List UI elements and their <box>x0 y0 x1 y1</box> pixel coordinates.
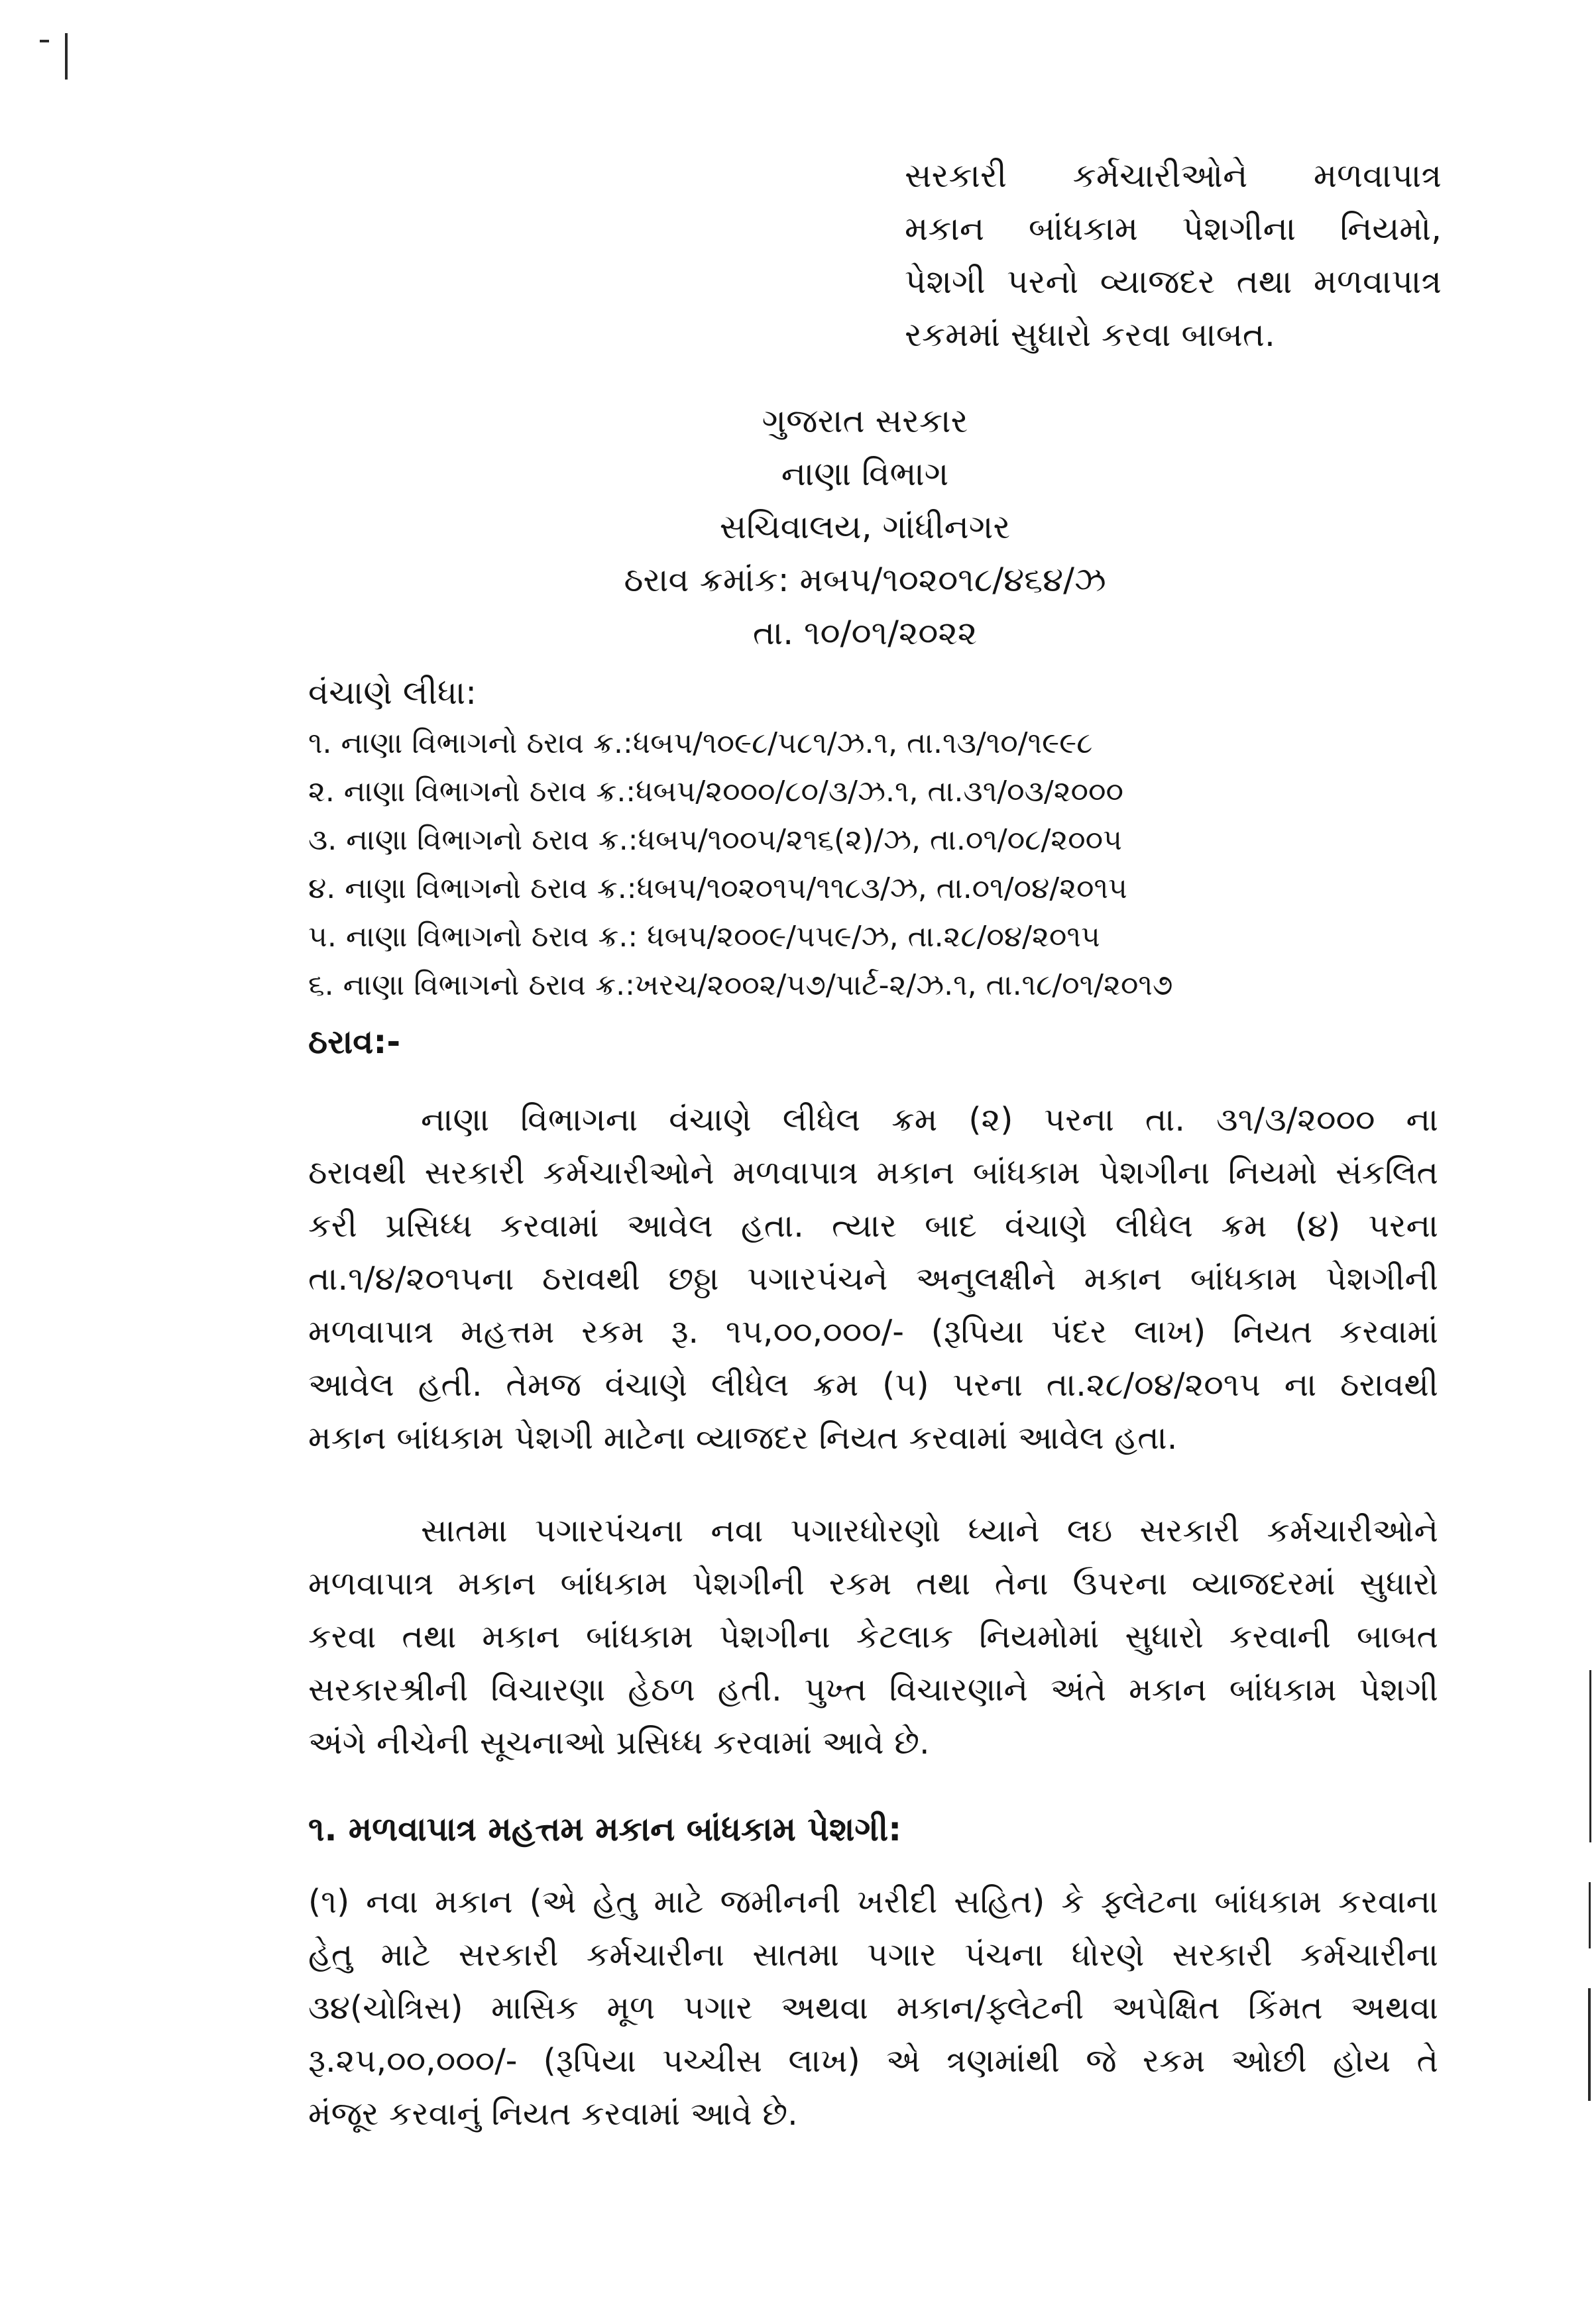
paragraph-line: ઠરાવથી સરકારી કર્મચારીઓને મળવાપાત્ર મકાન બાંધકામ પેશગીના નિયમો સંકલિત <box>308 1154 1438 1192</box>
resolution-heading: ઠરાવ:- <box>308 1023 401 1061</box>
paragraph-line: નાણા વિભાગના વંચાણે લીધેલ ક્રમ (૨) પરના તા. ૩૧/૩/૨૦૦૦ ના <box>421 1101 1438 1139</box>
reference-item: ૪. નાણા વિભાગનો ઠરાવ ક્ર.:ધબપ/૧૦૨૦૧૫/૧૧૮૩/ઝ, તા.૦૧/૦૪/૨૦૧૫ <box>308 871 1127 905</box>
resolution-date: તા. ૧૦/૦૧/૨૦૨૨ <box>752 614 978 652</box>
paragraph-line: સાતમા પગારપંચના નવા પગારધોરણો ધ્યાને લઇ સરકારી કર્મચારીઓને <box>421 1512 1438 1549</box>
office-address: સચિવાલય, ગાંધીનગર <box>719 508 1011 546</box>
paragraph-line: મળવાપાત્ર મહત્તમ રકમ રૂ. ૧૫,૦૦,૦૦૦/- (રૂપિયા પંદર લાખ) નિયત કરવામાં <box>308 1313 1438 1351</box>
government-name: ગુજરાત સરકાર <box>762 402 968 440</box>
scan-mark-right-edge-2 <box>1589 1882 1591 1948</box>
resolution-paragraph-1 <box>308 1094 1438 1465</box>
paragraph-line: મંજૂર કરવાનું નિયત કરવામાં આવે છે. <box>308 2095 798 2133</box>
subject-line: રકમમાં સુધારો કરવા બાબત. <box>905 315 1275 354</box>
paragraph-line: હેતુ માટે સરકારી કર્મચારીના સાતમા પગાર પંચના ધોરણે સરકારી કર્મચારીના <box>308 1936 1438 1974</box>
paragraph-line: સરકારશ્રીની વિચારણા હેઠળ હતી. પુખ્ત વિચારણાને અંતે મકાન બાંધકામ પેશગી <box>308 1671 1438 1709</box>
paragraph-line: મળવાપાત્ર મકાન બાંધકામ પેશગીની રકમ તથા તેના ઉપરના વ્યાજદરમાં સુધારો <box>308 1565 1438 1602</box>
subject-line: મકાન બાંધકામ પેશગીના નિયમો, <box>905 209 1442 248</box>
paragraph-line: અંગે નીચેની સૂચનાઓ પ્રસિધ્ધ કરવામાં આવે છે. <box>308 1724 930 1762</box>
subject-block <box>905 149 1442 361</box>
section-1-heading: ૧. મળવાપાત્ર મહત્તમ મકાન બાંધકામ પેશગી: <box>308 1810 902 1848</box>
paragraph-line: કરી પ્રસિધ્ધ કરવામાં આવેલ હતા. ત્યાર બાદ વંચાણે લીધેલ ક્રમ (૪) પરના <box>308 1207 1438 1245</box>
resolution-number: ઠરાવ ક્રમાંક: મબપ/૧૦૨૦૧૮/૪૬૪/ઝ <box>624 561 1106 599</box>
scan-mark-top-left <box>65 33 68 80</box>
paragraph-line: રૂ.૨૫,૦૦,૦૦૦/- (રૂપિયા પચ્ચીસ લાખ) એ ત્રણમાંથી જે રકમ ઓછી હોય તે <box>308 2042 1438 2080</box>
paragraph-line: મકાન બાંધકામ પેશગી માટેના વ્યાજદર નિયત કરવામાં આવેલ હતા. <box>308 1419 1178 1457</box>
paragraph-line: ૩૪(ચોત્રિસ) માસિક મૂળ પગાર અથવા મકાન/ફ્લેટની અપેક્ષિત કિંમત અથવા <box>308 1989 1438 2027</box>
paragraph-line: કરવા તથા મકાન બાંધકામ પેશગીના કેટલાક નિયમોમાં સુધારો કરવાની બાબત <box>308 1618 1438 1656</box>
paragraph-line: તા.૧/૪/૨૦૧૫ના ઠરાવથી છઠ્ઠા પગારપંચને અનુલક્ષીને મકાન બાંધકામ પેશગીની <box>308 1260 1438 1298</box>
resolution-paragraph-2 <box>308 1504 1438 1769</box>
reference-item: ૬. નાણા વિભાગનો ઠરાવ ક્ર.:ખરચ/૨૦૦૨/૫૭/પાર્ટ-૨/ઝ.૧, તા.૧૮/૦૧/૨૦૧૭ <box>308 968 1173 1002</box>
scan-mark-right-edge-3 <box>1588 1988 1591 2101</box>
reference-item: ૨. નાણા વિભાગનો ઠરાવ ક્ર.:ધબપ/૨૦૦૦/૮૦/૩/ઝ.૧, તા.૩૧/૦૩/૨૦૦૦ <box>308 775 1124 809</box>
scan-mark-right-edge-1 <box>1589 1670 1591 1842</box>
department-name: નાણા વિભાગ <box>781 455 949 493</box>
subject-line: પેશગી પરનો વ્યાજદર તથા મળવાપાત્ર <box>905 262 1442 301</box>
paragraph-line: આવેલ હતી. તેમજ વંચાણે લીધેલ ક્રમ (૫) પરના તા.૨૮/૦૪/૨૦૧૫ ના ઠરાવથી <box>308 1366 1438 1404</box>
header-block <box>517 394 1213 659</box>
references-heading: વંચાણે લીધા: <box>308 673 477 712</box>
paragraph-line: (૧) નવા મકાન (એ હેતુ માટે જમીનની ખરીદી સહિત) કે ફ્લેટના બાંધકામ કરવાના <box>308 1883 1438 1921</box>
references-list <box>308 719 1435 1009</box>
section-1-paragraph <box>308 1876 1438 2141</box>
references-block <box>308 666 1435 1009</box>
scan-mark-top-left-small <box>40 40 49 42</box>
subject-line: સરકારી કર્મચારીઓને મળવાપાત્ર <box>905 156 1442 195</box>
reference-item: ૩. નાણા વિભાગનો ઠરાવ ક્ર.:ધબપ/૧૦૦૫/૨૧૬(૨)/ઝ, તા.૦૧/૦૮/૨૦૦૫ <box>308 823 1122 857</box>
reference-item: ૫. નાણા વિભાગનો ઠરાવ ક્ર.: ધબપ/૨૦૦૯/૫૫૯/ઝ, તા.૨૮/૦૪/૨૦૧૫ <box>308 920 1100 954</box>
reference-item: ૧. નાણા વિભાગનો ઠરાવ ક્ર.:ધબપ/૧૦૯૮/૫૮૧/ઝ.૧, તા.૧૩/૧૦/૧૯૯૮ <box>308 726 1093 760</box>
